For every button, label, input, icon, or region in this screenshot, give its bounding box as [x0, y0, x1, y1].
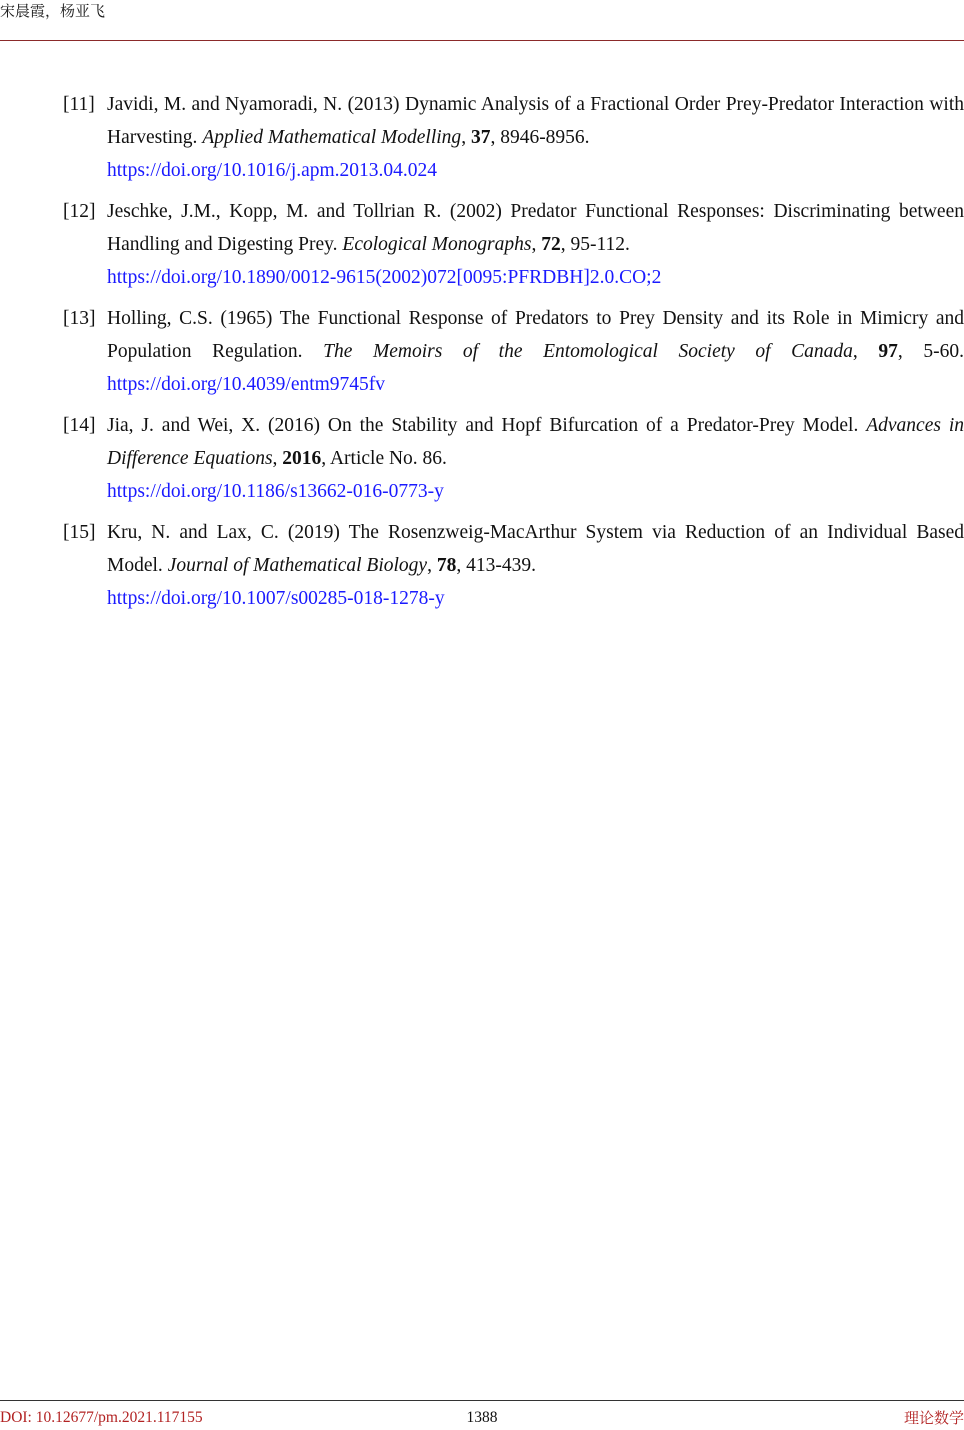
- reference-doi-link[interactable]: https://doi.org/10.1016/j.apm.2013.04.024: [107, 160, 438, 181]
- reference-pages: , 8946-8956.: [490, 127, 590, 148]
- reference-citation: Jia, J. and Wei, X. (2016) On the Stability and Hopf Bifurcation of a Predator-Prey Model.: [107, 415, 867, 436]
- reference-item: [63, 195, 964, 294]
- reference-separator: ,: [531, 234, 542, 255]
- reference-pages: , 413-439.: [456, 555, 536, 576]
- reference-citation: Jeschke, J.M., Kopp, M. and Tollrian R. (2002) Predator Functional Responses: Discriminating between Handling and Digesting Prey.: [107, 201, 964, 255]
- reference-pages: , 95-112.: [560, 234, 630, 255]
- reference-separator: ,: [852, 341, 879, 362]
- reference-separator: ,: [272, 448, 283, 469]
- page-number: 1388: [466, 1409, 498, 1426]
- reference-citation: Kru, N. and Lax, C. (2019) The Rosenzweig-MacArthur System via Reduction of an Individual Based Model.: [107, 522, 964, 576]
- reference-doi-link[interactable]: https://doi.org/10.1186/s13662-016-0773-y: [107, 481, 444, 502]
- reference-text: [107, 409, 964, 508]
- reference-separator: ,: [461, 127, 471, 148]
- reference-volume: 37: [470, 127, 491, 148]
- reference-doi-link[interactable]: https://doi.org/10.4039/entm9745fv: [107, 374, 386, 395]
- reference-item: [63, 409, 964, 508]
- reference-volume: 97: [878, 341, 898, 362]
- footer-journal-name: 理论数学: [903, 1409, 964, 1427]
- reference-item: [63, 302, 964, 401]
- header-divider: [0, 40, 964, 41]
- reference-text: [107, 516, 964, 615]
- reference-number: [12]: [63, 201, 96, 222]
- reference-doi-link[interactable]: https://doi.org/10.1007/s00285-018-1278-y: [107, 588, 445, 609]
- reference-text: [107, 88, 964, 187]
- reference-number: [15]: [63, 522, 96, 543]
- reference-citation: Holling, C.S. (1965) The Functional Response of Predators to Prey Density and its Role in Mimicry and Population Regulation.: [107, 308, 964, 362]
- reference-text: [107, 195, 964, 294]
- reference-journal: Applied Mathematical Modelling: [202, 127, 462, 148]
- footer-doi: DOI: 10.12677/pm.2021.117155: [0, 1409, 203, 1426]
- page-footer: [0, 1407, 964, 1429]
- reference-journal: Journal of Mathematical Biology: [167, 555, 428, 576]
- reference-separator: ,: [427, 555, 437, 576]
- reference-journal: The Memoirs of the Entomological Society of Canada: [323, 341, 853, 362]
- reference-volume: 2016: [282, 448, 322, 469]
- reference-volume: 78: [436, 555, 457, 576]
- reference-citation: Javidi, M. and Nyamoradi, N. (2013) Dynamic Analysis of a Fractional Order Prey-Predator Interaction with Harvesting.: [107, 94, 964, 148]
- reference-pages: , Article No. 86.: [321, 448, 447, 469]
- reference-number: [11]: [63, 94, 95, 115]
- reference-pages: , 5-60.: [897, 341, 964, 362]
- footer-divider: [0, 1400, 964, 1401]
- reference-doi-link[interactable]: https://doi.org/10.1890/0012-9615(2002)072[0095:PFRDBH]2.0.CO;2: [107, 267, 662, 288]
- reference-number: [14]: [63, 415, 96, 436]
- reference-volume: 72: [541, 234, 561, 255]
- reference-journal: Advances in Difference Equations: [107, 415, 964, 469]
- reference-journal: Ecological Monographs: [342, 234, 532, 255]
- reference-number: [13]: [63, 308, 96, 329]
- reference-list: [63, 88, 964, 623]
- reference-text: [107, 302, 964, 401]
- reference-item: [63, 88, 964, 187]
- reference-item: [63, 516, 964, 615]
- running-header-authors: 宋晨霞，杨亚飞: [0, 2, 106, 20]
